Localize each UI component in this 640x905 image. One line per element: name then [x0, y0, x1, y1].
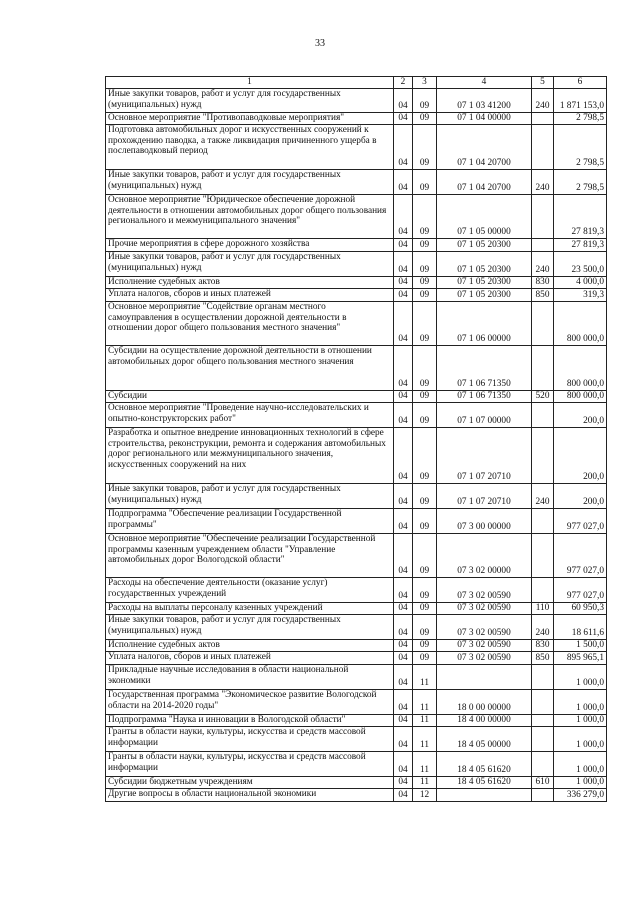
- column-header: 3: [413, 77, 437, 89]
- table-row: [106, 289, 607, 302]
- subsection-code: 11: [413, 727, 437, 752]
- page-number: 33: [315, 38, 325, 49]
- expense-type-code: 240: [532, 170, 554, 195]
- target-item-code: 07 1 05 20300: [437, 277, 532, 289]
- expense-type-code: 240: [532, 484, 554, 509]
- subsection-code: 11: [413, 715, 437, 727]
- table-row: [106, 789, 607, 802]
- row-name: Подпрограмма "Наука и инновации в Вологодской области": [106, 715, 394, 727]
- amount: 27 819,3: [554, 195, 607, 239]
- expense-type-code: 110: [532, 603, 554, 615]
- column-header: 6: [554, 77, 607, 89]
- target-item-code: 07 1 05 20300: [437, 252, 532, 277]
- amount: 1 000,0: [554, 665, 607, 690]
- row-name: Основное мероприятие "Юридическое обеспечение дорожной деятельности в отношении автомобильных дорог общего пользования регионального и межмуниципального значения": [106, 195, 394, 239]
- table-row: [106, 665, 607, 690]
- section-code: 04: [394, 652, 413, 665]
- section-code: 04: [394, 484, 413, 509]
- section-code: 04: [394, 665, 413, 690]
- target-item-code: 07 3 02 00000: [437, 534, 532, 578]
- amount: 1 000,0: [554, 752, 607, 777]
- subsection-code: 09: [413, 346, 437, 391]
- subsection-code: 09: [413, 403, 437, 428]
- subsection-code: 09: [413, 603, 437, 615]
- expense-type-code: 240: [532, 615, 554, 640]
- section-code: 04: [394, 89, 413, 113]
- target-item-code: 07 1 04 00000: [437, 113, 532, 125]
- table-row: [106, 727, 607, 752]
- column-header: 1: [106, 77, 394, 89]
- table-row: [106, 690, 607, 715]
- section-code: 04: [394, 603, 413, 615]
- table-row: [106, 346, 607, 391]
- expense-type-code: [532, 727, 554, 752]
- target-item-code: 07 1 07 00000: [437, 403, 532, 428]
- table-row: [106, 195, 607, 239]
- expense-type-code: [532, 665, 554, 690]
- subsection-code: 09: [413, 125, 437, 170]
- row-name: Субсидии бюджетным учреждениям: [106, 777, 394, 789]
- target-item-code: 07 1 06 00000: [437, 302, 532, 346]
- amount: 18 611,6: [554, 615, 607, 640]
- row-name: Гранты в области науки, культуры, искусства и средств массовой информации: [106, 752, 394, 777]
- amount: 1 000,0: [554, 715, 607, 727]
- target-item-code: 07 1 04 20700: [437, 125, 532, 170]
- target-item-code: 18 4 05 61620: [437, 777, 532, 789]
- table-row: [106, 715, 607, 727]
- subsection-code: 09: [413, 391, 437, 403]
- section-code: 04: [394, 403, 413, 428]
- row-name: Уплата налогов, сборов и иных платежей: [106, 289, 394, 302]
- target-item-code: 07 3 02 00590: [437, 603, 532, 615]
- section-code: 04: [394, 715, 413, 727]
- section-code: 04: [394, 239, 413, 252]
- row-name: Иные закупки товаров, работ и услуг для государственных (муниципальных) нужд: [106, 170, 394, 195]
- amount: 895 965,1: [554, 652, 607, 665]
- subsection-code: 09: [413, 652, 437, 665]
- section-code: 04: [394, 690, 413, 715]
- amount: 1 500,0: [554, 640, 607, 652]
- table-body: [106, 77, 607, 802]
- target-item-code: 18 4 05 61620: [437, 752, 532, 777]
- table-row: [106, 89, 607, 113]
- row-name: Другие вопросы в области национальной экономики: [106, 789, 394, 802]
- expense-type-code: [532, 302, 554, 346]
- expense-type-code: [532, 195, 554, 239]
- amount: 977 027,0: [554, 534, 607, 578]
- expense-type-code: 520: [532, 391, 554, 403]
- row-name: Подготовка автомобильных дорог и искусственных сооружений к прохождению паводка, а также ликвидация причиненного ущерба в послепаводковый период: [106, 125, 394, 170]
- row-name: Основное мероприятие "Обеспечение реализации Государственной программы казенным учреждением области "Управление автомобильных дорог Вологодской области": [106, 534, 394, 578]
- target-item-code: 18 4 05 00000: [437, 727, 532, 752]
- amount: 1 871 153,0: [554, 89, 607, 113]
- row-name: Иные закупки товаров, работ и услуг для государственных (муниципальных) нужд: [106, 484, 394, 509]
- row-name: Прикладные научные исследования в области национальной экономики: [106, 665, 394, 690]
- section-code: 04: [394, 302, 413, 346]
- expense-type-code: 610: [532, 777, 554, 789]
- row-name: Субсидии на осуществление дорожной деятельности в отношении автомобильных дорог общего пользования местного значения: [106, 346, 394, 391]
- column-header: 2: [394, 77, 413, 89]
- table-row: [106, 652, 607, 665]
- subsection-code: 09: [413, 428, 437, 484]
- expense-type-code: [532, 715, 554, 727]
- subsection-code: 09: [413, 534, 437, 578]
- subsection-code: 12: [413, 789, 437, 802]
- row-name: Иные закупки товаров, работ и услуг для государственных (муниципальных) нужд: [106, 89, 394, 113]
- expense-type-code: [532, 239, 554, 252]
- table-row: [106, 113, 607, 125]
- amount: 977 027,0: [554, 509, 607, 534]
- subsection-code: 09: [413, 239, 437, 252]
- header-row: [106, 77, 607, 89]
- table-row: [106, 428, 607, 484]
- subsection-code: 09: [413, 252, 437, 277]
- table-row: [106, 509, 607, 534]
- expense-type-code: [532, 346, 554, 391]
- subsection-code: 09: [413, 509, 437, 534]
- section-code: 04: [394, 113, 413, 125]
- subsection-code: 11: [413, 665, 437, 690]
- section-code: 04: [394, 125, 413, 170]
- amount: 2 798,5: [554, 170, 607, 195]
- section-code: 04: [394, 640, 413, 652]
- section-code: 04: [394, 727, 413, 752]
- section-code: 04: [394, 391, 413, 403]
- section-code: 04: [394, 277, 413, 289]
- subsection-code: 09: [413, 277, 437, 289]
- amount: 800 000,0: [554, 391, 607, 403]
- expense-type-code: 240: [532, 252, 554, 277]
- row-name: Расходы на обеспечение деятельности (оказание услуг) государственных учреждений: [106, 578, 394, 603]
- amount: 200,0: [554, 428, 607, 484]
- expense-type-code: [532, 403, 554, 428]
- amount: 800 000,0: [554, 346, 607, 391]
- row-name: Расходы на выплаты персоналу казенных учреждений: [106, 603, 394, 615]
- target-item-code: 07 3 02 00590: [437, 652, 532, 665]
- target-item-code: 07 1 03 41200: [437, 89, 532, 113]
- subsection-code: 09: [413, 640, 437, 652]
- target-item-code: 07 1 07 20710: [437, 428, 532, 484]
- table-row: [106, 252, 607, 277]
- section-code: 04: [394, 789, 413, 802]
- table-row: [106, 277, 607, 289]
- section-code: 04: [394, 346, 413, 391]
- expense-type-code: [532, 578, 554, 603]
- section-code: 04: [394, 195, 413, 239]
- expense-type-code: [532, 534, 554, 578]
- expense-type-code: 240: [532, 89, 554, 113]
- target-item-code: 07 1 05 20300: [437, 239, 532, 252]
- target-item-code: 07 1 05 20300: [437, 289, 532, 302]
- table-row: [106, 484, 607, 509]
- amount: 336 279,0: [554, 789, 607, 802]
- expense-type-code: [532, 789, 554, 802]
- section-code: 04: [394, 428, 413, 484]
- table-row: [106, 302, 607, 346]
- table-row: [106, 603, 607, 615]
- amount: 60 950,3: [554, 603, 607, 615]
- section-code: 04: [394, 578, 413, 603]
- row-name: Основное мероприятие "Противопаводковые мероприятия": [106, 113, 394, 125]
- expense-type-code: 850: [532, 652, 554, 665]
- amount: 1 000,0: [554, 690, 607, 715]
- budget-table: [105, 76, 607, 802]
- target-item-code: 18 4 00 00000: [437, 715, 532, 727]
- expense-type-code: 830: [532, 640, 554, 652]
- expense-type-code: [532, 509, 554, 534]
- row-name: Иные закупки товаров, работ и услуг для государственных (муниципальных) нужд: [106, 615, 394, 640]
- expense-type-code: 830: [532, 277, 554, 289]
- amount: 1 000,0: [554, 727, 607, 752]
- row-name: Основное мероприятие "Проведение научно-исследовательских и опытно-конструкторских работ": [106, 403, 394, 428]
- row-name: Субсидии: [106, 391, 394, 403]
- amount: 2 798,5: [554, 125, 607, 170]
- section-code: 04: [394, 509, 413, 534]
- row-name: Гранты в области науки, культуры, искусства и средств массовой информации: [106, 727, 394, 752]
- expense-type-code: 850: [532, 289, 554, 302]
- subsection-code: 09: [413, 89, 437, 113]
- target-item-code: 18 0 00 00000: [437, 690, 532, 715]
- expense-type-code: [532, 125, 554, 170]
- row-name: Прочие мероприятия в сфере дорожного хозяйства: [106, 239, 394, 252]
- target-item-code: 07 3 00 00000: [437, 509, 532, 534]
- table-row: [106, 170, 607, 195]
- target-item-code: 07 1 05 00000: [437, 195, 532, 239]
- subsection-code: 09: [413, 578, 437, 603]
- target-item-code: 07 1 07 20710: [437, 484, 532, 509]
- expense-type-code: [532, 428, 554, 484]
- row-name: Исполнение судебных актов: [106, 640, 394, 652]
- table-row: [106, 615, 607, 640]
- row-name: Основное мероприятие "Содействие органам местного самоуправления в осуществлении дорожной деятельности в отношении дорог общего пользования местного значения": [106, 302, 394, 346]
- subsection-code: 11: [413, 752, 437, 777]
- row-name: Иные закупки товаров, работ и услуг для государственных (муниципальных) нужд: [106, 252, 394, 277]
- target-item-code: 07 3 02 00590: [437, 640, 532, 652]
- column-header: 5: [532, 77, 554, 89]
- row-name: Уплата налогов, сборов и иных платежей: [106, 652, 394, 665]
- subsection-code: 09: [413, 195, 437, 239]
- target-item-code: 07 1 06 71350: [437, 391, 532, 403]
- amount: 2 798,5: [554, 113, 607, 125]
- section-code: 04: [394, 534, 413, 578]
- section-code: 04: [394, 170, 413, 195]
- table-row: [106, 752, 607, 777]
- section-code: 04: [394, 777, 413, 789]
- subsection-code: 09: [413, 113, 437, 125]
- subsection-code: 09: [413, 615, 437, 640]
- table-row: [106, 578, 607, 603]
- section-code: 04: [394, 615, 413, 640]
- amount: 800 000,0: [554, 302, 607, 346]
- subsection-code: 09: [413, 289, 437, 302]
- subsection-code: 11: [413, 777, 437, 789]
- amount: 200,0: [554, 403, 607, 428]
- row-name: Разработка и опытное внедрение инновационных технологий в сфере строительства, реконструкции, ремонта и содержания автомобильных дорог регионального или межмуниципального значения, искусственных сооружений на них: [106, 428, 394, 484]
- amount: 1 000,0: [554, 777, 607, 789]
- row-name: Государственная программа "Экономическое развитие Вологодской области на 2014-2020 годы": [106, 690, 394, 715]
- target-item-code: 07 3 02 00590: [437, 578, 532, 603]
- table-row: [106, 239, 607, 252]
- table-row: [106, 125, 607, 170]
- target-item-code: 07 1 06 71350: [437, 346, 532, 391]
- subsection-code: 09: [413, 302, 437, 346]
- amount: 200,0: [554, 484, 607, 509]
- amount: 319,3: [554, 289, 607, 302]
- table-row: [106, 534, 607, 578]
- amount: 4 000,0: [554, 277, 607, 289]
- target-item-code: 07 3 02 00590: [437, 615, 532, 640]
- subsection-code: 09: [413, 170, 437, 195]
- section-code: 04: [394, 252, 413, 277]
- section-code: 04: [394, 752, 413, 777]
- table-row: [106, 777, 607, 789]
- expense-type-code: [532, 113, 554, 125]
- subsection-code: 11: [413, 690, 437, 715]
- expense-type-code: [532, 690, 554, 715]
- expense-type-code: [532, 752, 554, 777]
- target-item-code: [437, 665, 532, 690]
- target-item-code: 07 1 04 20700: [437, 170, 532, 195]
- row-name: Подпрограмма "Обеспечение реализации Государственной программы": [106, 509, 394, 534]
- row-name: Исполнение судебных актов: [106, 277, 394, 289]
- table-row: [106, 640, 607, 652]
- table-row: [106, 403, 607, 428]
- target-item-code: [437, 789, 532, 802]
- section-code: 04: [394, 289, 413, 302]
- table-row: [106, 391, 607, 403]
- subsection-code: 09: [413, 484, 437, 509]
- amount: 23 500,0: [554, 252, 607, 277]
- column-header: 4: [437, 77, 532, 89]
- amount: 977 027,0: [554, 578, 607, 603]
- amount: 27 819,3: [554, 239, 607, 252]
